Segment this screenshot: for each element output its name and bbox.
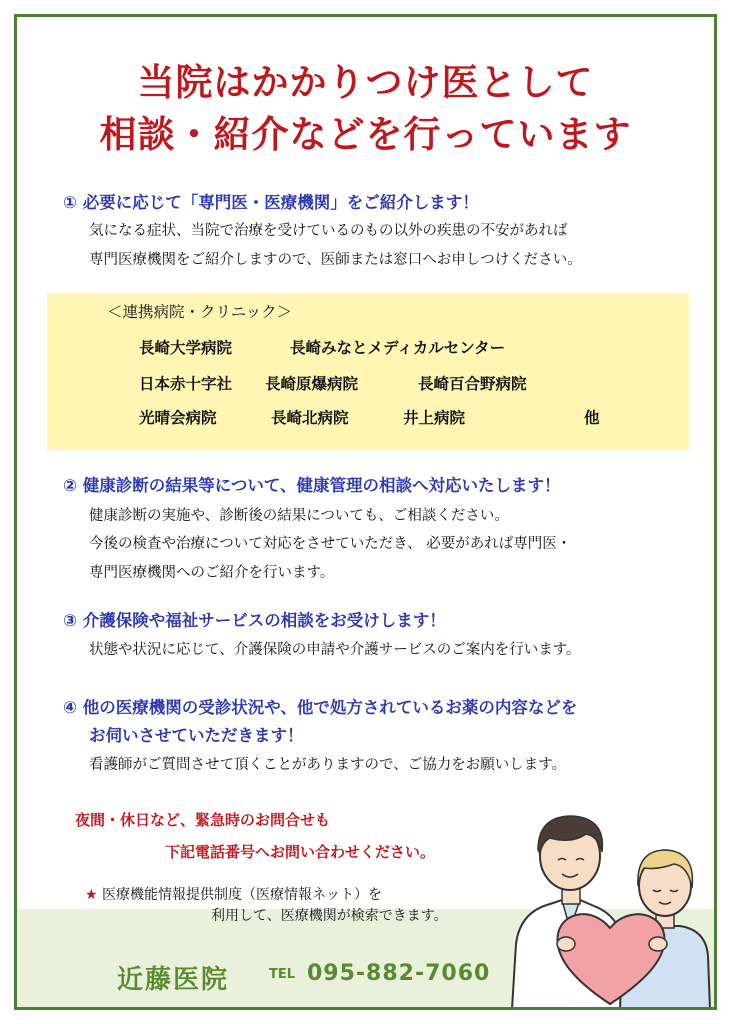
section4-body-line1: 看護師がご質問させて頂くことがありますので、ご協力をお願いします。 [89,757,567,773]
poster-frame [14,14,717,1010]
section1-body-line1: 気になる症状、当院で治療を受けているのもの以外の疾患の不安があれば [89,223,568,239]
tel-label: TEL [269,967,296,982]
medical-info-note-line2: 利用して、医療機関が検索できます。 [211,908,448,924]
hospital-item: 井上病院 [403,409,466,427]
partner-hospitals-box [47,293,689,450]
clinic-name: 近藤医院 [117,965,230,995]
hospital-item: 光晴会病院 [139,409,217,427]
doctor-patient-heart-illustration [502,794,717,1010]
hospital-item: 日本赤十字社 [139,375,233,393]
hospital-item-etc: 他 [584,409,600,427]
hospital-item: 長崎大学病院 [139,339,233,357]
section3-heading: ③ 介護保険や福祉サービスの相談をお受けします！ [63,611,446,630]
phone-number: 095-882-7060 [307,961,491,986]
medical-info-note-line1 [85,885,382,905]
section2-heading: ② 健康診断の結果等について、健康管理の相談へ対応いたします！ [63,476,561,495]
section4-heading-line1: ④ 他の医療機関の受診状況や、他で処方されているお薬の内容などを [63,698,578,717]
medical-info-note-text: 医療機能情報提供制度（医療情報ネット）を [102,887,383,903]
page-title-line1: 当院はかかりつけ医として [137,61,594,104]
emergency-line1: 夜間・休日など、緊急時のお問合せも [75,811,331,829]
hospital-item: 長崎みなとメディカルセンター [290,339,506,357]
partner-hospitals-header: ＜連携病院・クリニック＞ [107,303,293,321]
hospital-item: 長崎原爆病院 [265,375,359,393]
section3-body-line1: 状態や状況に応じて、介護保険の申請や介護サービスのご案内を行います。 [89,642,581,658]
hospital-item: 長崎百合野病院 [418,375,527,393]
section1-heading: ① 必要に応じて「専門医・医療機関」をご紹介します！ [63,193,479,212]
section2-body-line3: 専門医療機関へのご紹介を行います。 [89,565,335,581]
section2-body-line1: 健康診断の実施や、診断後の結果についても、ご相談ください。 [89,508,509,524]
section4-heading-line2: お伺いさせていただきます！ [89,726,304,745]
section2-body-line2: 今後の検査や治療について対応をさせていただき、 必要があれば専門医・ [89,536,572,552]
hospital-item: 長崎北病院 [271,409,349,427]
section1-body-line2: 専門医療機関をご紹介しますので、医師または窓口へお申しつけください。 [89,252,582,268]
emergency-line2: 下記電話番号へお問い合わせください。 [165,843,436,861]
star-icon: ★ [85,887,98,903]
page-title-line2: 相談・紹介などを行っています [99,113,632,156]
